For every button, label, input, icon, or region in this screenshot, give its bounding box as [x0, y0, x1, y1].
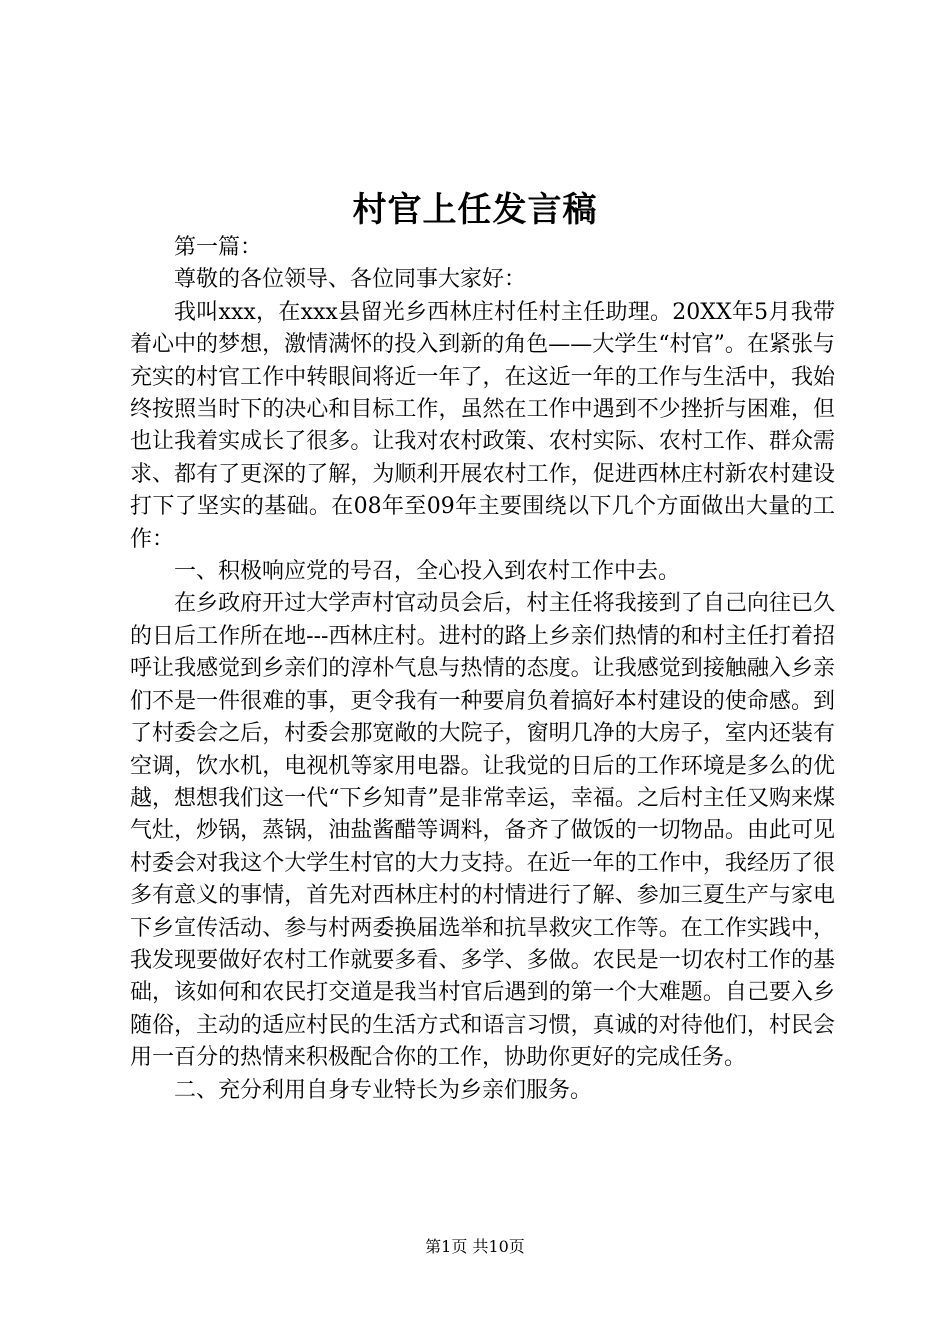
intro-paragraph: 我叫xxx，在xxx县留光乡西林庄村任村主任助理。20XX年5月我带着心中的梦想，激情满怀的投入到新的角色——大学生“村官”。在紧张与充实的村官工作中转眼间将近一年了，在这近一年的工作与生活中，我始终按照当时下的决心和目标工作，虽然在工作中遇到不少挫折与困难，但也让我着实成长了很多。让我对农村政策、农村实际、农村工作、群众需求、都有了更深的了解，为顺利开展农村工作，促进西林庄村新农村建设打下了坚实的基础。在08年至09年主要围绕以下几个方面做出大量的工作：	[130, 299, 835, 552]
document-body	[130, 232, 835, 1107]
point-one-heading: 一、积极响应党的号召，全心投入到农村工作中去。	[174, 559, 681, 585]
greeting-paragraph: 尊敬的各位领导、各位同事大家好：	[174, 267, 527, 293]
page-number-footer: 第1页 共10页	[425, 1237, 525, 1256]
point-two-heading: 二、充分利用自身专业特长为乡亲们服务。	[174, 1077, 593, 1103]
point-one-paragraph: 在乡政府开过大学声村官动员会后，村主任将我接到了自己向往已久的日后工作所在地---西林庄村。进村的路上乡亲们热情的和村主任打着招呼让我感觉到乡亲们的淳朴气息与热情的态度。让我感觉到接触融入乡亲们不是一件很难的事，更令我有一种要肩负着搞好本村建设的使命感。到了村委会之后，村委会那宽敞的大院子，窗明几净的大房子，室内还装有空调，饮水机，电视机等家用电器。让我觉的日后的工作环境是多么的优越，想想我们这一代“下乡知青”是非常幸运，幸福。之后村主任又购来煤气灶，炒锅，蒸锅，油盐酱醋等调料，备齐了做饭的一切物品。由此可见村委会对我这个大学生村官的大力支持。在近一年的工作中，我经历了很多有意义的事情，首先对西林庄村的村情进行了解、参加三夏生产与家电下乡宣传活动、参与村两委换届选举和抗旱救灾工作等。在工作实践中，我发现要做好农村工作就要多看、多学、多做。农民是一切农村工作的基础，该如何和农民打交道是我当村官后遇到的第一个大难题。自己要入乡随俗，主动的适应村民的生活方式和语言习惯，真诚的对待他们，村民会用一百分的热情来积极配合你的工作，协助你更好的完成任务。	[130, 591, 835, 1071]
section-heading: 第一篇：	[174, 235, 263, 260]
document-title: 村官上任发言稿	[352, 190, 598, 230]
